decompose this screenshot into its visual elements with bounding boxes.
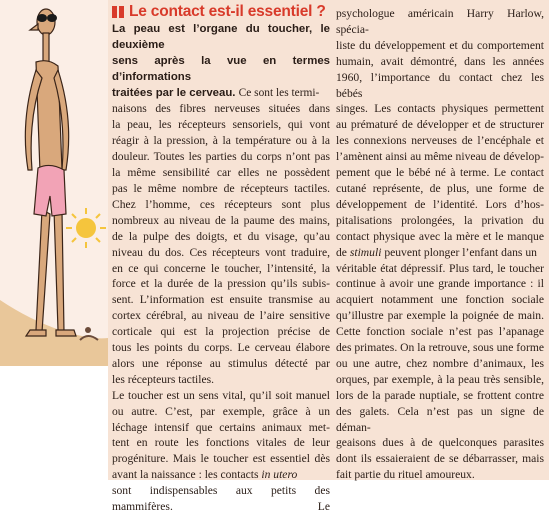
body-line: léchage intensif que certains animaux met- (112, 420, 330, 434)
body-line: corticale qui est la projection précise de (112, 325, 330, 339)
beach-sand (0, 300, 108, 366)
body-line: nombreux au niveau de la paume des mains, (112, 213, 330, 227)
body-line: Cette fonction sociale n’est pas l’apanage (336, 325, 544, 339)
article-column-2 (336, 6, 544, 483)
lead-line: traitées par le cerveau. (112, 86, 236, 99)
body-paragraph-3 (336, 6, 544, 483)
body-line: en ce qui concerne le toucher, l’intensité, la (112, 261, 330, 275)
body-line: la même sensibilité car elles ne possèdent (112, 166, 330, 180)
body-line: humain, avait démontré, dans les années (336, 54, 544, 68)
body-line: liste du développement et du comportement (336, 38, 544, 52)
italic-term: stimuli (349, 245, 382, 259)
body-line: Le toucher est un sens vital, qu’il soit manuel (112, 388, 330, 402)
body-paragraph-2 (112, 388, 330, 515)
body-text: avant la naissance : les contacts (112, 468, 262, 482)
body-line: pement que le bébé né à terme. Le contact (336, 166, 544, 180)
body-line: progéniture. Mais le toucher est essentiel dès (112, 452, 330, 466)
body-line: singes. Les contacts physiques permettent (336, 102, 544, 116)
body-line: pas le même nombre de récepteurs tactiles. (112, 181, 330, 195)
body-line: acquiert notamment une fonction sociale (336, 293, 544, 307)
body-text: peuvent plonger l’enfant dans un (381, 245, 537, 259)
title-marker (112, 6, 124, 18)
italic-term: in utero (261, 468, 298, 482)
body-line: fait partie du rituel amoureux. (336, 468, 475, 482)
body-line: véritable état dépressif. Plus tard, le toucher (336, 261, 544, 275)
body-line: ou autre. C’est, par exemple, grâce à un (112, 404, 330, 418)
body-line (336, 245, 544, 261)
body-line: tent en route les fonctions vitales de leur (112, 436, 330, 450)
body-line: les récepteurs tactiles. (112, 372, 215, 386)
body-line: réagir à la pression, à la température ou à la (112, 134, 330, 148)
body-line: la peau, les récepteurs sensoriels, qui vont (112, 118, 330, 132)
article-header (112, 4, 330, 20)
body-line: des primates. On la retrouve, sous une forme (336, 341, 544, 355)
body-line: des galets. Cela n’est pas un signe de déman- (336, 404, 544, 434)
body-line: sont indispensables aux petits des mammifères. Le (112, 484, 330, 514)
body-line: continue à avoir une grande importance : il (336, 277, 544, 291)
body-line: force et la durée de la pression qu’ils subis- (112, 277, 330, 291)
body-line: lors de la parade nuptiale, se frottent contre (336, 388, 544, 402)
body-line: les connexions nerveuses de l’encéphale et (336, 134, 544, 148)
body-line: cutané représente, de plus, une forme de (336, 181, 544, 195)
body-line: pitalisations prolongées, la privation du (336, 213, 544, 227)
body-line: l’amènent ainsi au même niveau de dévelop- (336, 150, 544, 164)
body-line: alors une réponse au stimulus détecté par (112, 356, 330, 370)
body-line: qu’illustre par exemple la poignée de main. (336, 309, 544, 323)
body-line: psychologue américain Harry Harlow, spécia- (336, 7, 544, 36)
lead-line: La peau est l’organe du toucher, le deuxième (112, 22, 330, 51)
body-paragraph-1 (112, 101, 330, 387)
body-line: orques, par exemple, à la peau très sensible, (336, 372, 544, 386)
body-line: dont ils essaieraient de se débarrasser, mais (336, 452, 544, 466)
article-lead (112, 22, 330, 102)
body-line: naisons des fibres nerveuses situées dans (112, 102, 330, 116)
body-line: douleur. Toutes les parties du corps n’ont pas (112, 150, 330, 164)
body-line: Chez l’homme, ces récepteurs sont plus (112, 197, 330, 211)
body-line: cortex cérébral, au niveau de l’aire sensitive (112, 309, 330, 323)
sun-icon (66, 208, 106, 248)
body-line: de la pulpe des doigts, et du visage, qu’au (112, 229, 330, 243)
title-marker-bar (119, 6, 124, 18)
page-margin (0, 366, 108, 480)
body-line: 1960, l’importance du contact chez les bébés (336, 70, 544, 100)
pink-swim-trunks (34, 165, 66, 216)
body-line: geaisons dues à de quelconques parasites (336, 436, 544, 450)
body-line: contact physique avec la mère et le manque (336, 229, 544, 243)
body-line: ou une autre, chez nombre d’animaux, les (336, 356, 544, 370)
lead-line: sens après la vue en termes d’informations (112, 54, 330, 83)
cartoon-illustration (0, 0, 108, 366)
body-line: tous les points du corps. Le cerveau élabore (112, 341, 330, 355)
body-line: Ce sont les termi- (238, 86, 320, 99)
body-line: développement de l’identité. Lors d’hos- (336, 197, 544, 211)
body-line (112, 467, 330, 483)
article-title: Le contact est-il essentiel ? (129, 3, 326, 20)
body-line: niveau du dos. Ces récepteurs vont traduire, (112, 245, 330, 259)
title-marker-bar (112, 6, 117, 18)
article-column-1 (112, 4, 330, 515)
sunbather-cartoon (0, 0, 108, 366)
body-line: au prématuré de développer et de structurer (336, 118, 544, 132)
body-line: sent. L’information est ensuite transmise au (112, 293, 330, 307)
body-text: de (336, 245, 350, 259)
